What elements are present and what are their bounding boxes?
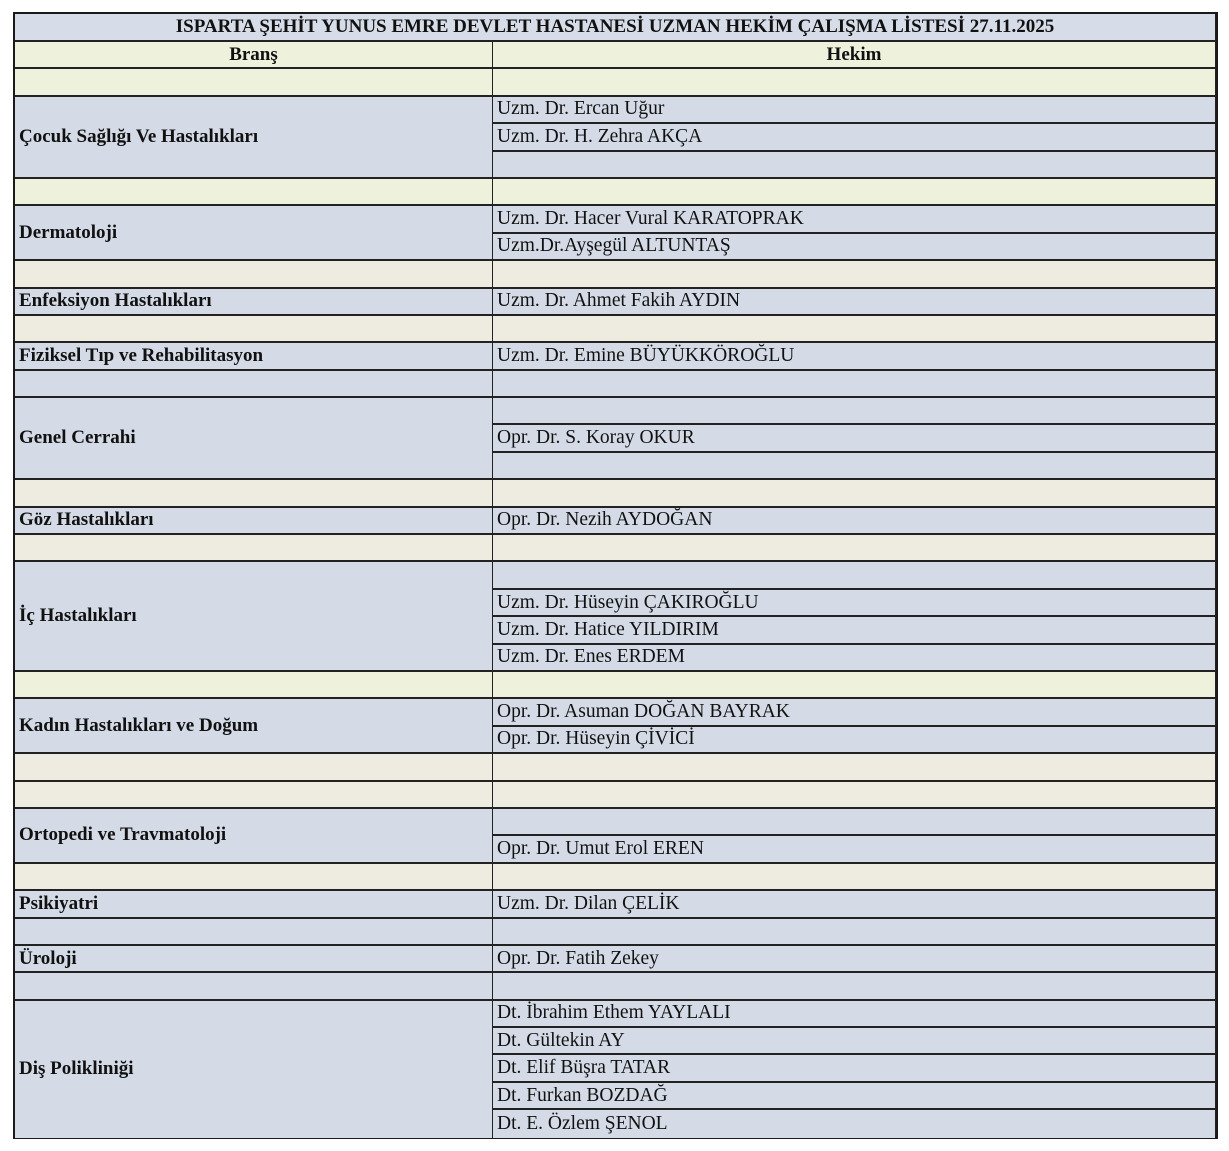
doctor-name: Opr. Dr. Nezih AYDOĞAN — [493, 508, 1216, 535]
separator-row — [493, 179, 1216, 206]
separator-row — [15, 480, 493, 507]
doctor-name: Dt. İbrahim Ethem YAYLALI — [493, 1001, 1216, 1028]
doctor-name: Uzm.Dr.Ayşegül ALTUNTAŞ — [493, 234, 1216, 261]
separator-row — [15, 316, 493, 343]
branch-ic-hastaliklari: İç Hastalıkları — [15, 562, 493, 672]
branch-column-header: Branş — [15, 42, 493, 69]
separator-row — [493, 261, 1216, 288]
doctor-name: Opr. Dr. Umut Erol EREN — [493, 836, 1216, 863]
separator-row — [15, 864, 493, 891]
separator-row — [493, 919, 1216, 946]
branch-cocuk: Çocuk Sağlığı Ve Hastalıkları — [15, 97, 493, 179]
branch-dis-poliklinigi: Diş Polikliniği — [15, 1001, 493, 1138]
separator-row — [15, 69, 493, 96]
separator-row — [15, 261, 493, 288]
separator-row — [493, 864, 1216, 891]
doctor-name: Dt. Gültekin AY — [493, 1028, 1216, 1055]
empty-doctor-cell — [493, 398, 1216, 425]
doctor-name: Dt. E. Özlem ŞENOL — [493, 1110, 1216, 1137]
separator-row — [15, 782, 493, 809]
doctor-name: Uzm. Dr. Hatice YILDIRIM — [493, 617, 1216, 644]
separator-row — [15, 973, 493, 1000]
doctor-name: Opr. Dr. Fatih Zekey — [493, 946, 1216, 973]
separator-row — [15, 672, 493, 699]
doctor-name: Uzm. Dr. Dilan ÇELİK — [493, 891, 1216, 918]
branch-enfeksiyon: Enfeksiyon Hastalıkları — [15, 289, 493, 316]
separator-row — [493, 535, 1216, 562]
branch-goz: Göz Hastalıkları — [15, 508, 493, 535]
branch-psikiyatri: Psikiyatri — [15, 891, 493, 918]
doctor-name: Uzm. Dr. Hacer Vural KARATOPRAK — [493, 206, 1216, 233]
separator-row — [15, 919, 493, 946]
branch-ortopedi: Ortopedi ve Travmatoloji — [15, 809, 493, 864]
separator-row — [15, 535, 493, 562]
doctor-name: Opr. Dr. Hüseyin ÇİVİCİ — [493, 727, 1216, 754]
branch-uroloji: Üroloji — [15, 946, 493, 973]
separator-row — [15, 179, 493, 206]
doctor-name: Uzm. Dr. Enes ERDEM — [493, 645, 1216, 672]
doctor-name: Uzm. Dr. Hüseyin ÇAKIROĞLU — [493, 590, 1216, 617]
doctor-name: Dt. Furkan BOZDAĞ — [493, 1083, 1216, 1110]
separator-row — [493, 480, 1216, 507]
doctor-name: Uzm. Dr. Ercan Uğur — [493, 97, 1216, 124]
duty-roster-table — [13, 12, 1218, 1139]
roster-title: ISPARTA ŞEHİT YUNUS EMRE DEVLET HASTANESİ UZMAN HEKİM ÇALIŞMA LİSTESİ 27.11.2025 — [15, 14, 1216, 42]
separator-row — [493, 672, 1216, 699]
separator-row — [493, 782, 1216, 809]
doctor-name: Uzm. Dr. Ahmet Fakih AYDIN — [493, 289, 1216, 316]
empty-doctor-cell — [493, 453, 1216, 480]
doctor-name: Dt. Elif Büşra TATAR — [493, 1055, 1216, 1082]
separator-row — [493, 754, 1216, 781]
empty-doctor-cell — [493, 152, 1216, 179]
doctor-name: Opr. Dr. S. Koray OKUR — [493, 425, 1216, 452]
doctor-name: Uzm. Dr. H. Zehra AKÇA — [493, 124, 1216, 151]
branch-kadin-hastaliklari: Kadın Hastalıkları ve Doğum — [15, 699, 493, 754]
doctor-name: Uzm. Dr. Emine BÜYÜKKÖROĞLU — [493, 343, 1216, 370]
branch-genel-cerrahi: Genel Cerrahi — [15, 398, 493, 480]
separator-row — [493, 69, 1216, 96]
separator-row — [493, 316, 1216, 343]
separator-row — [15, 754, 493, 781]
doctor-column-header: Hekim — [493, 42, 1216, 69]
separator-row — [493, 371, 1216, 398]
doctor-name: Opr. Dr. Asuman DOĞAN BAYRAK — [493, 699, 1216, 726]
empty-doctor-cell — [493, 562, 1216, 589]
branch-dermatoloji: Dermatoloji — [15, 206, 493, 261]
separator-row — [15, 371, 493, 398]
separator-row — [493, 973, 1216, 1000]
branch-fiziksel-tip: Fiziksel Tıp ve Rehabilitasyon — [15, 343, 493, 370]
empty-doctor-cell — [493, 809, 1216, 836]
